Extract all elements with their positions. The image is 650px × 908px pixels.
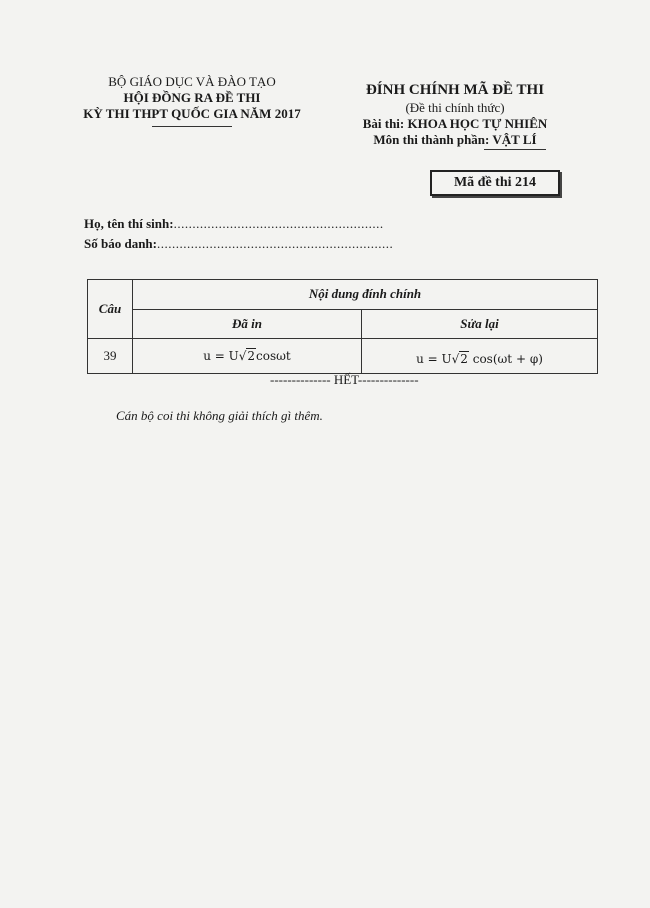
exam-name: KỲ THI THPT QUỐC GIA NĂM 2017: [83, 106, 301, 121]
header-printed: Đã in: [133, 309, 362, 339]
corrected-formula: [362, 339, 598, 374]
candidate-name-dots: ........................................................: [173, 216, 384, 231]
printed-formula-suffix: cosωt: [256, 349, 291, 363]
candidate-id-label: Số báo danh:: [84, 236, 157, 251]
correction-table: [87, 279, 598, 374]
exam-code-box: Mã đề thi 214: [430, 170, 560, 196]
council-name: HỘI ĐỒNG RA ĐỀ THI: [123, 90, 261, 105]
candidate-id-dots: ...............................................................: [156, 236, 394, 251]
exam-component: Môn thi thành phần: VẬT LÍ: [373, 132, 537, 147]
corrected-formula-suffix: cos(ωt + φ): [468, 352, 543, 366]
header-right: [350, 80, 560, 150]
candidate-name-label: Họ, tên thí sinh:: [84, 216, 174, 231]
corrected-formula-prefix: u = U: [416, 352, 452, 366]
printed-formula-prefix: u = U: [203, 349, 239, 363]
printed-radicand: 2: [247, 349, 256, 363]
document-title: ĐÍNH CHÍNH MÃ ĐỀ THI: [365, 82, 545, 98]
table-row: [88, 339, 598, 374]
candidate-name-field: [84, 216, 384, 232]
exam-section: Bài thi: KHOA HỌC TỰ NHIÊN: [362, 116, 548, 131]
proctor-note: Cán bộ coi thi không giải thích gì thêm.: [116, 408, 323, 423]
header-question: Câu: [88, 280, 133, 339]
end-marker: -------------- HẾT--------------: [270, 372, 419, 387]
corrected-radicand: 2: [460, 352, 468, 366]
header-content: Nội dung đính chính: [133, 280, 598, 310]
header-left-rule: [152, 126, 232, 127]
candidate-id-field: [84, 236, 393, 252]
sqrt-symbol: √2: [238, 349, 256, 363]
header-corrected: Sửa lại: [362, 309, 598, 339]
header-left: [72, 74, 312, 127]
sqrt-symbol: √2: [451, 352, 468, 366]
printed-formula: [133, 339, 362, 374]
ministry-name: BỘ GIÁO DỤC VÀ ĐÀO TẠO: [108, 74, 276, 89]
question-number: 39: [88, 339, 133, 374]
document-subtitle: (Đề thi chính thức): [405, 100, 505, 115]
header-right-rule: [484, 149, 546, 150]
